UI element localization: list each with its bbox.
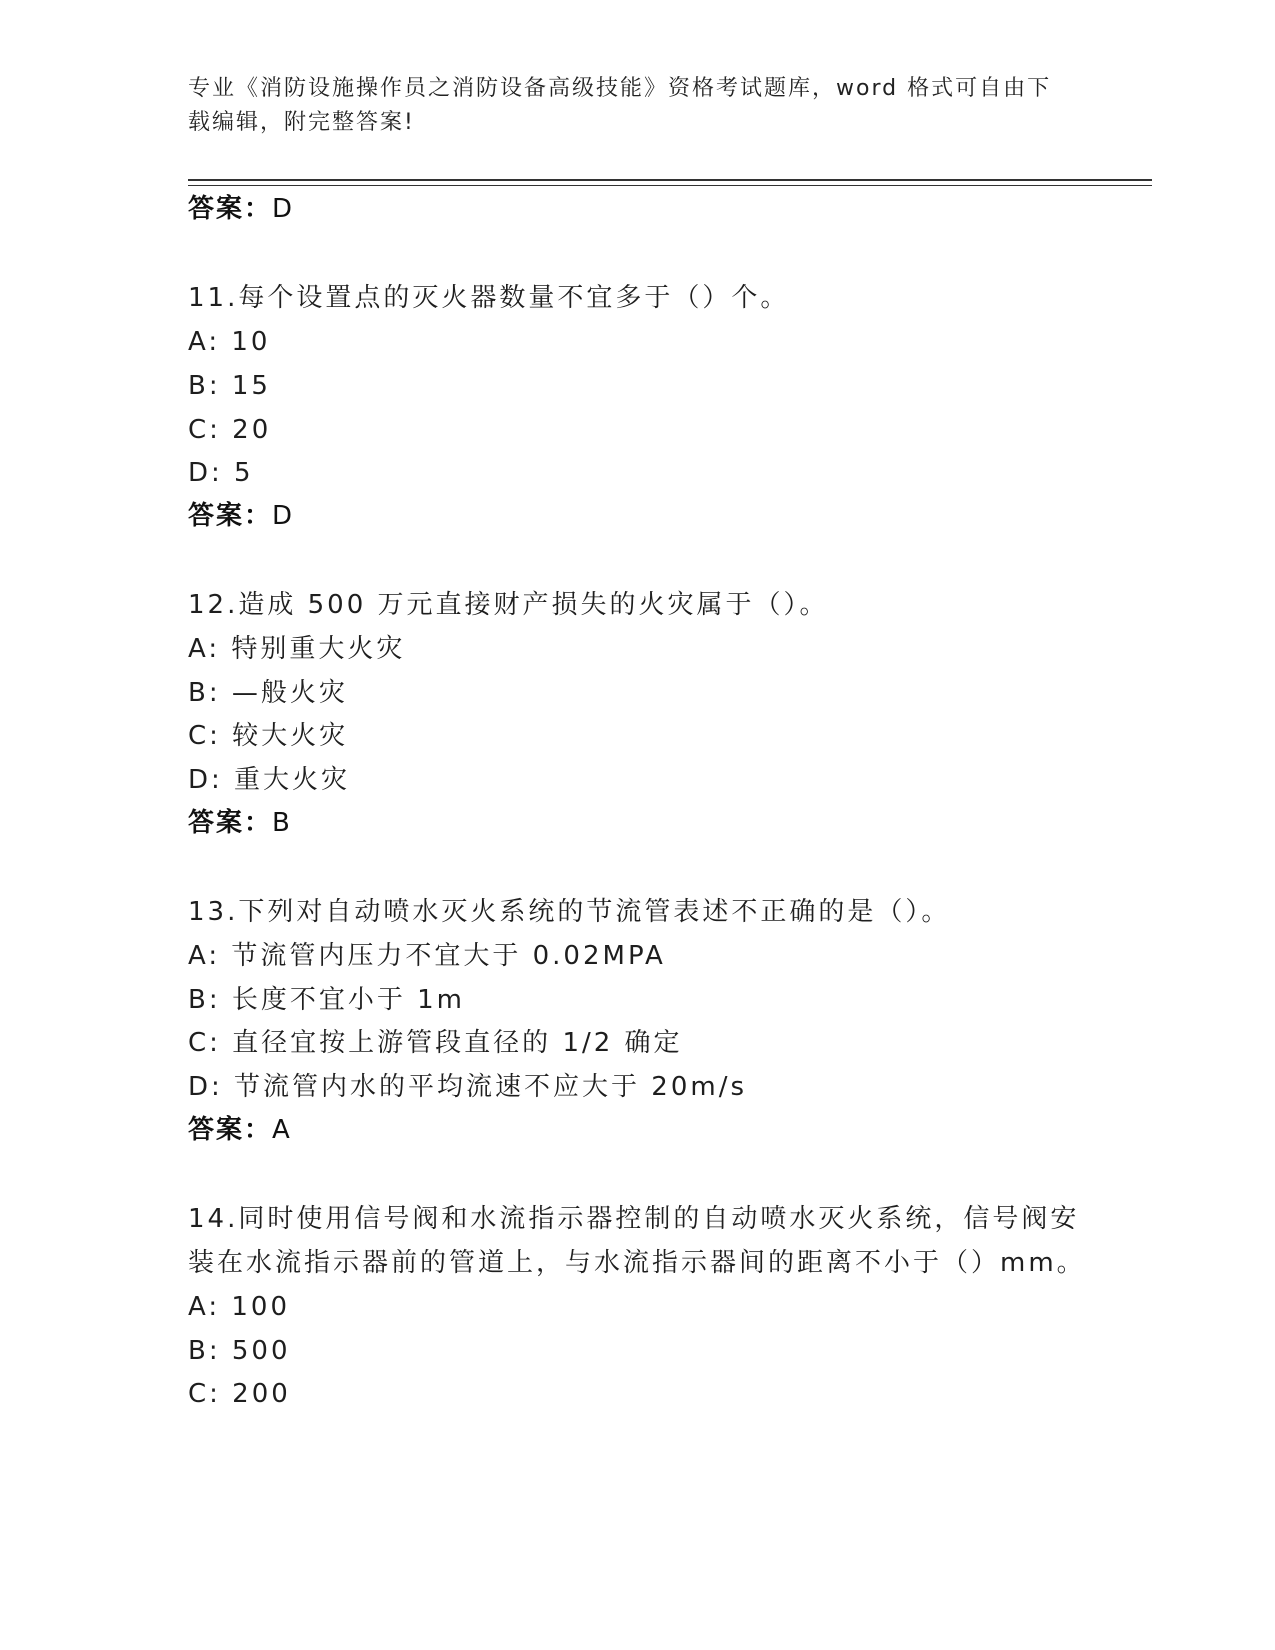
question-11-option-d: D: 5	[188, 458, 254, 488]
header-line-1: 专业《消防设施操作员之消防设备高级技能》资格考试题库，word 格式可自由下	[188, 76, 1052, 101]
question-12-option-b: B: —般火灾	[188, 678, 348, 708]
question-14-option-c: C: 200	[188, 1379, 291, 1409]
question-11-option-b: B: 15	[188, 371, 271, 401]
document-header	[188, 72, 1068, 140]
question-11-stem: 11.每个设置点的灭火器数量不宜多于（）个。	[188, 283, 790, 313]
question-12-option-c: C: 较大火灾	[188, 721, 349, 751]
question-13-option-d: D: 节流管内水的平均流速不应大于 20m/s	[188, 1072, 748, 1102]
answer-value: D	[272, 501, 295, 531]
answer-label: 答案：	[188, 1115, 273, 1145]
question-14-stem-line-1: 14.同时使用信号阀和水流指示器控制的自动喷水灭火系统，信号阀安	[188, 1204, 1080, 1234]
question-14-option-b: B: 500	[188, 1336, 291, 1366]
question-13-option-a: A: 节流管内压力不宜大于 0.02MPA	[188, 941, 666, 971]
question-13-option-b: B: 长度不宜小于 1m	[188, 985, 465, 1015]
answer-value: A	[272, 1115, 292, 1145]
question-12-answer	[188, 805, 292, 841]
answer-label: 答案：	[188, 808, 273, 838]
header-divider-thin	[188, 185, 1152, 186]
question-11-option-c: C: 20	[188, 415, 272, 445]
answer-label: 答案：	[188, 501, 273, 531]
previous-answer	[188, 191, 294, 227]
question-12-stem: 12.造成 500 万元直接财产损失的火灾属于（）。	[188, 590, 829, 620]
question-12-option-d: D: 重大火灾	[188, 765, 351, 795]
question-14-stem-line-2: 装在水流指示器前的管道上，与水流指示器间的距离不小于（）mm。	[188, 1248, 1086, 1278]
question-14-option-a: A: 100	[188, 1292, 290, 1322]
header-line-2: 载编辑，附完整答案!	[188, 110, 415, 135]
answer-label: 答案：	[188, 194, 273, 224]
question-12-option-a: A: 特别重大火灾	[188, 634, 406, 664]
question-11-answer	[188, 498, 294, 534]
question-11-option-a: A: 10	[188, 327, 271, 357]
header-divider-thick	[188, 179, 1152, 181]
question-13-option-c: C: 直径宜按上游管段直径的 1/2 确定	[188, 1028, 683, 1058]
answer-value: D	[272, 194, 295, 224]
question-13-answer	[188, 1112, 292, 1148]
question-13-stem: 13.下列对自动喷水灭火系统的节流管表述不正确的是（）。	[188, 897, 951, 927]
answer-value: B	[272, 808, 292, 838]
